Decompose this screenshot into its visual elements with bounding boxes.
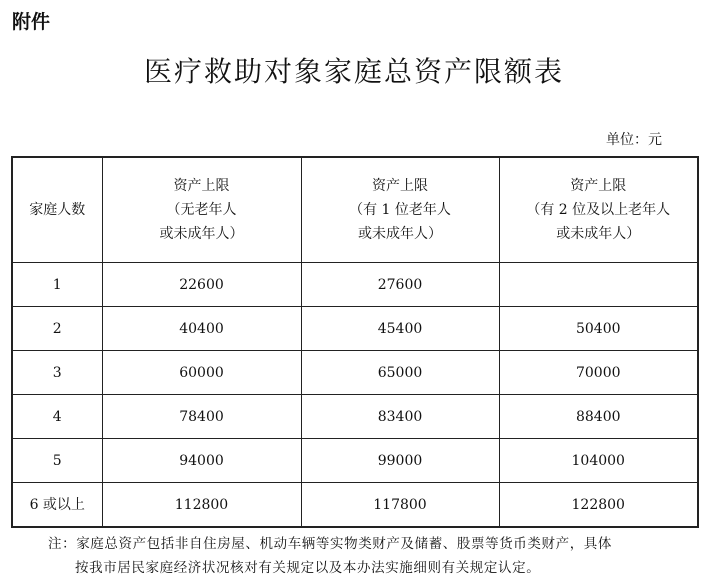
cell-limit-none: 112800 <box>102 483 301 528</box>
cell-limit-two-plus: 70000 <box>499 351 698 395</box>
header-line: （有 2 位及以上老年人 <box>526 202 671 218</box>
cell-limit-none: 94000 <box>102 439 301 483</box>
footnote <box>48 532 700 580</box>
cell-limit-none: 40400 <box>102 307 301 351</box>
table-row <box>12 307 698 351</box>
header-line: （无老年人 <box>166 202 237 218</box>
cell-limit-one: 27600 <box>301 263 499 307</box>
cell-limit-one: 45400 <box>301 307 499 351</box>
cell-household-size: 4 <box>12 395 102 439</box>
header-limit-two-plus <box>499 157 698 263</box>
header-line: 资产上限 <box>173 178 230 194</box>
cell-limit-two-plus: 50400 <box>499 307 698 351</box>
cell-limit-one: 83400 <box>301 395 499 439</box>
cell-limit-two-plus <box>499 263 698 307</box>
header-line: 或未成年人） <box>159 226 244 242</box>
table-row <box>12 483 698 528</box>
unit-label: 单位：元 <box>606 132 662 148</box>
cell-household-size: 2 <box>12 307 102 351</box>
cell-limit-none: 22600 <box>102 263 301 307</box>
attachment-label: 附件 <box>12 11 51 33</box>
cell-household-size: 5 <box>12 439 102 483</box>
table-row <box>12 351 698 395</box>
header-line: 或未成年人） <box>358 226 442 242</box>
page-title: 医疗救助对象家庭总资产限额表 <box>143 55 564 88</box>
table-row <box>12 263 698 307</box>
cell-limit-two-plus: 88400 <box>499 395 698 439</box>
cell-limit-one: 117800 <box>301 483 499 528</box>
cell-limit-one: 99000 <box>301 439 499 483</box>
header-household-size <box>12 157 102 263</box>
cell-limit-two-plus: 122800 <box>499 483 698 528</box>
cell-household-size: 6 或以上 <box>12 483 102 528</box>
cell-limit-none: 60000 <box>102 351 301 395</box>
footnote-line: 按我市居民家庭经济状况核对有关规定以及本办法实施细则有关规定认定。 <box>75 560 541 576</box>
cell-household-size: 3 <box>12 351 102 395</box>
cell-limit-one: 65000 <box>301 351 499 395</box>
cell-household-size: 1 <box>12 263 102 307</box>
asset-limit-table <box>11 156 699 528</box>
header-limit-one <box>301 157 499 263</box>
table-header-row <box>12 157 698 263</box>
header-line: 或未成年人） <box>556 226 641 242</box>
cell-limit-none: 78400 <box>102 395 301 439</box>
header-line: 资产上限 <box>372 178 428 194</box>
header-limit-none <box>102 157 301 263</box>
footnote-line: 注：家庭总资产包括非自住房屋、机动车辆等实物类财产及储蓄、股票等货币类财产，具体 <box>48 536 612 552</box>
header-line: 家庭人数 <box>29 202 86 218</box>
table-row <box>12 395 698 439</box>
cell-limit-two-plus: 104000 <box>499 439 698 483</box>
table-row <box>12 439 698 483</box>
header-line: （有 1 位老年人 <box>349 202 451 218</box>
header-line: 资产上限 <box>570 178 627 194</box>
